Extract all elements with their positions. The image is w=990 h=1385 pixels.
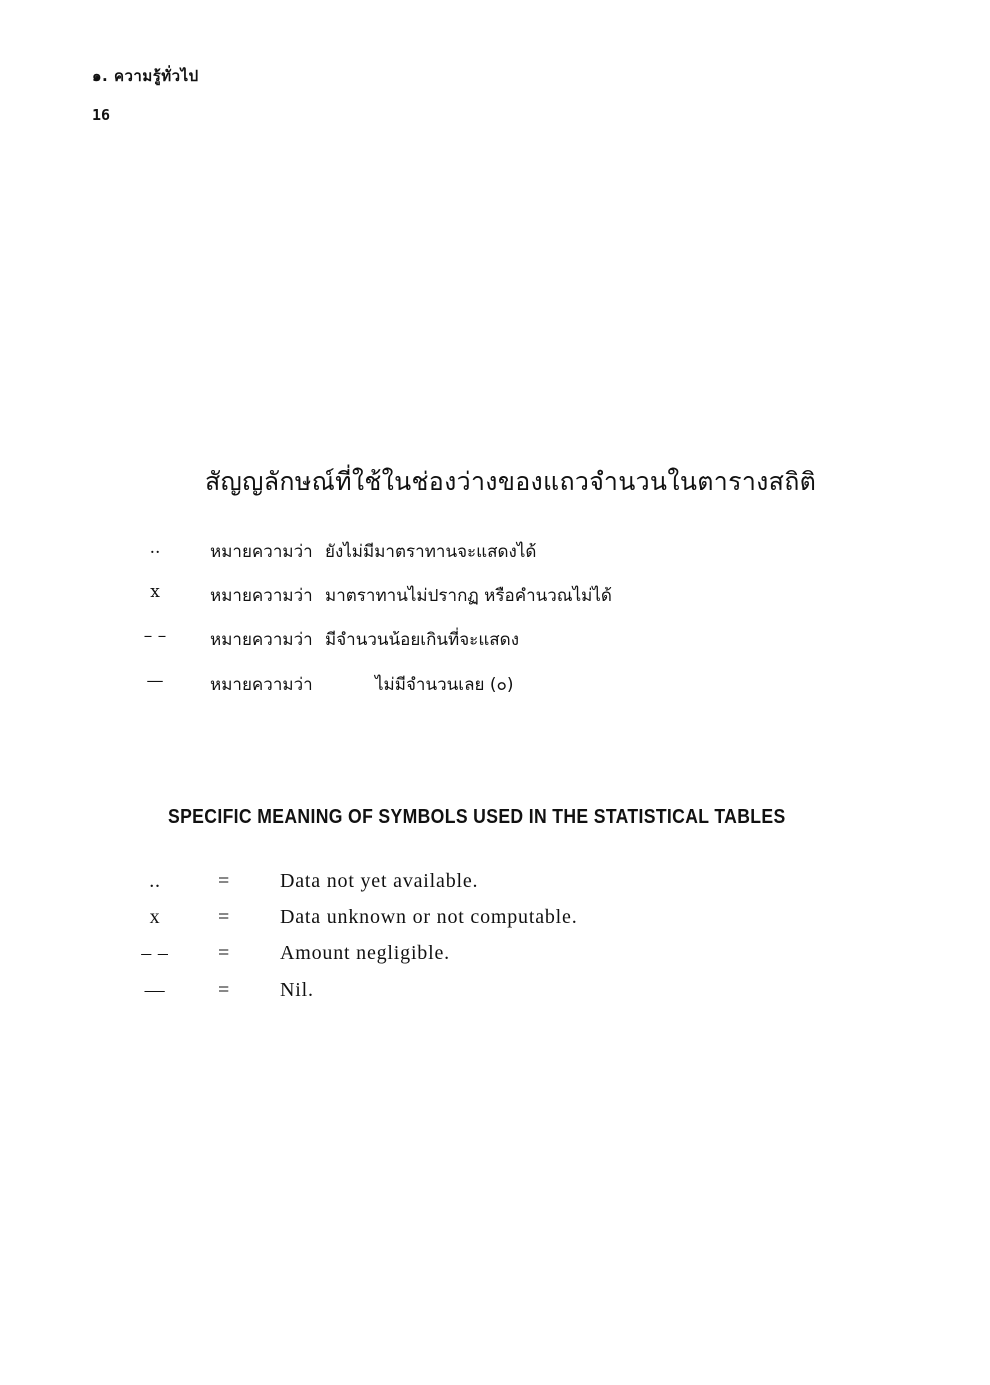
legend-symbol: — — [144, 979, 166, 1001]
thai-legend-title: สัญญลักษณ์ที่ใช้ในช่องว่างของแถวจำนวนในตารางสถิติ — [205, 467, 817, 496]
legend-means-label: หมายความว่า — [210, 542, 313, 562]
legend-means-label: หมายความว่า — [210, 675, 313, 695]
english-legend-title: SPECIFIC MEANING OF SYMBOLS USED IN THE STATISTICAL TABLES — [168, 806, 786, 828]
legend-description: Nil. — [280, 979, 314, 1001]
legend-equals: = — [217, 979, 231, 1001]
legend-symbol: — — [146, 671, 164, 691]
legend-equals: = — [217, 870, 231, 892]
legend-description: มีจำนวนน้อยเกินที่จะแสดง — [325, 630, 519, 650]
legend-symbol: x — [149, 906, 161, 928]
legend-symbol: .. — [149, 870, 161, 892]
legend-description: Amount negligible. — [280, 942, 450, 964]
legend-symbol: – – — [141, 942, 169, 964]
legend-equals: = — [217, 942, 231, 964]
legend-means-label: หมายความว่า — [210, 586, 313, 606]
legend-symbol: – – — [143, 626, 167, 646]
section-title: ๑. ความรู้ทั่วไป — [92, 67, 199, 85]
legend-description: ไม่มีจำนวนเลย (๐) — [375, 675, 514, 695]
legend-description: Data not yet available. — [280, 870, 479, 892]
legend-description: Data unknown or not computable. — [280, 906, 578, 928]
legend-means-label: หมายความว่า — [210, 630, 313, 650]
page-number: 16 — [92, 106, 111, 124]
legend-symbol: .. — [149, 538, 161, 558]
legend-symbol: x — [150, 582, 160, 602]
legend-description: ยังไม่มีมาตราทานจะแสดงได้ — [325, 542, 537, 562]
legend-equals: = — [217, 906, 231, 928]
legend-description: มาตราทานไม่ปรากฏ หรือคำนวณไม่ได้ — [325, 586, 612, 606]
